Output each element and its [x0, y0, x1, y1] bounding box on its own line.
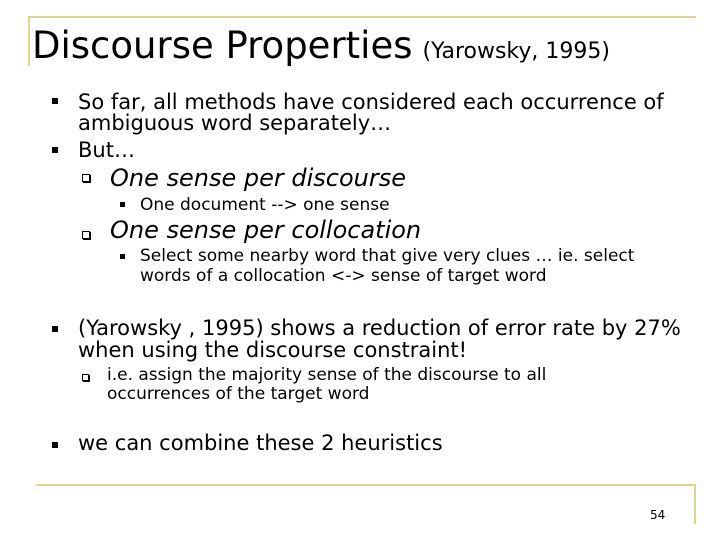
- bullet-square-icon: [52, 98, 58, 104]
- slide-title-citation: (Yarowsky, 1995): [422, 39, 610, 64]
- sub-bullet-hollow-square-icon: [82, 174, 90, 182]
- bullet-3-line-1: (Yarowsky , 1995) shows a reduction of error rate by 27%: [78, 316, 681, 340]
- sub-bullet-one-sense-per-collocation: One sense per collocation: [110, 216, 422, 244]
- detail-majority-line-1: i.e. assign the majority sense of the discourse to all: [107, 365, 547, 385]
- page-number: 54: [650, 508, 666, 522]
- slide-title: [32, 22, 610, 76]
- bullet-1-line-1: So far, all methods have considered each occurrence of: [78, 90, 664, 114]
- sub-bullet-one-sense-per-discourse: One sense per discourse: [110, 164, 407, 192]
- bullet-2-text: But…: [78, 138, 135, 162]
- bullet-3-line-2: when using the discourse constraint!: [78, 338, 468, 362]
- bullet-square-icon: [52, 147, 58, 153]
- bullet-1-line-2: ambiguous word separately…: [78, 111, 392, 135]
- bullet-square-icon: [120, 202, 125, 207]
- detail-one-document: One document --> one sense: [140, 195, 390, 215]
- slide-title-text: Discourse Properties: [32, 24, 413, 67]
- detail-majority-line-2: occurrences of the target word: [107, 384, 370, 404]
- frame-bottom-rule: [36, 484, 696, 486]
- frame-left-rule: [28, 16, 30, 66]
- bullet-square-icon: [120, 254, 125, 259]
- detail-collocation-line-1: Select some nearby word that give very clues … ie. select: [140, 246, 635, 266]
- frame-right-rule: [694, 484, 696, 524]
- bullet-square-icon: [52, 326, 58, 332]
- bullet-square-icon: [52, 442, 58, 448]
- frame-top-rule: [28, 16, 696, 18]
- sub-bullet-hollow-square-icon: [82, 231, 90, 239]
- sub-bullet-hollow-square-icon: [82, 374, 89, 381]
- detail-collocation-line-2: words of a collocation <-> sense of target word: [140, 266, 547, 286]
- bullet-4-text: we can combine these 2 heuristics: [78, 431, 443, 455]
